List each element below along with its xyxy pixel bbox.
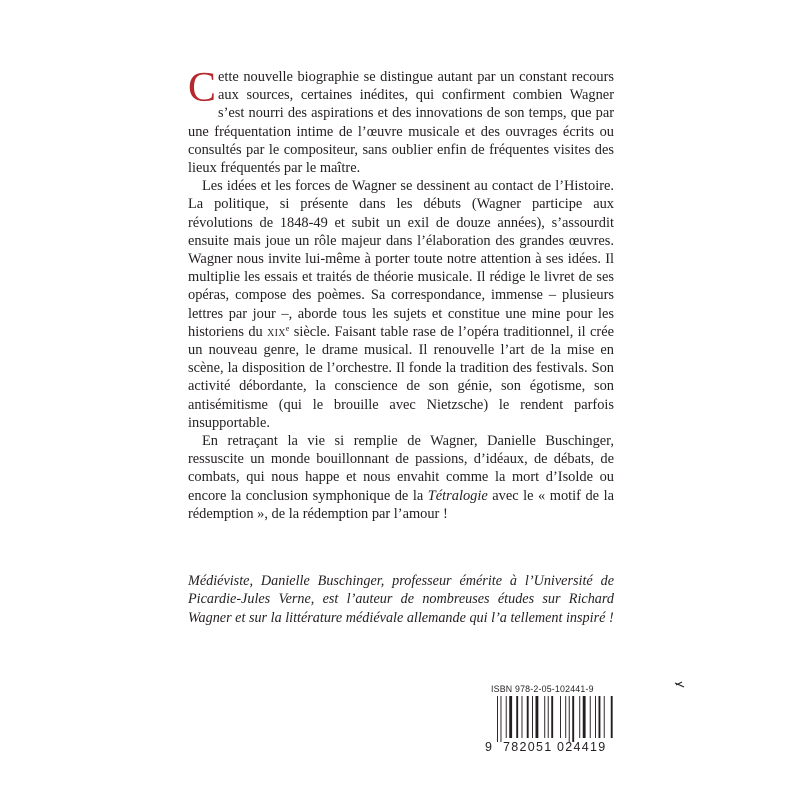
paragraph-2 <box>188 177 614 432</box>
barcode-bar <box>583 696 586 738</box>
paragraph-1-text: ette nouvelle biographie se distingue autant par un constant recours aux sources, certaines inédites, qui confirment combien Wagner s’est nourri des aspirations et des innovations de son temps, que par une fréquentation intime de l’œuvre musicale et des ouvrages écrits ou consultés par le compositeur, sans oublier enfin de fréquentes visites des lieux fréquentés par le maître. <box>188 69 614 177</box>
barcode-bar <box>565 696 566 738</box>
paragraph-2-text-a: Les idées et les forces de Wagner se dessinent au contact de l’Histoire. La politique, si présente dans les débuts (Wagner participe aux révolutions de 1848-49 et subit un exil de douze années), s’assourdit ensuite mais joue un rôle majeur dans l’élaboration des grandes œuvres. Wagner nous invite lui-même à porter toute notre attention à ses idées. Il multiplie les essais et traités de théorie musicale. Il rédige le livret de ses opéras, compose des poèmes. Sa correspondance, immense – plusieurs lettres par jour –, aborde tous les sujets et constitue une mine pour les historiens du <box>188 178 614 340</box>
barcode-bar <box>501 696 502 742</box>
barcode-bar <box>590 696 591 738</box>
barcode-bar <box>551 696 553 738</box>
barcode-bar <box>544 696 545 738</box>
barcode-bar <box>522 696 523 738</box>
paragraph-3-text-b: avec le « motif de la rédemption », de la rédemption par l’amour ! <box>188 487 614 522</box>
drop-cap: C <box>188 65 217 111</box>
scissor-icon <box>674 679 686 691</box>
barcode-bar <box>516 696 518 738</box>
barcode-bar <box>532 696 533 738</box>
barcode-bar <box>536 696 539 738</box>
barcode-bar <box>497 696 498 742</box>
barcode-right-group: 024419 <box>557 740 607 754</box>
barcode-bar <box>572 696 574 742</box>
barcode-bar <box>579 696 580 738</box>
barcode-bar <box>527 696 529 738</box>
barcode-bar <box>509 696 512 738</box>
barcode-bar <box>548 696 549 738</box>
barcode-bar <box>604 696 605 738</box>
century-numeral: xix <box>267 323 286 340</box>
paragraph-1 <box>188 65 614 177</box>
barcode-bar <box>560 696 561 738</box>
barcode-bar <box>506 696 507 738</box>
blurb-text <box>188 65 614 523</box>
barcode-bar <box>569 696 570 742</box>
author-bio: Médiéviste, Danielle Buschinger, professeur émérite à l’Université de Picardie-Jules Verne, est l’auteur de nombreuses études sur Richard Wagner et sur la littérature médiévale allemande qui l’a tellement inspiré ! <box>188 573 614 626</box>
isbn-barcode <box>485 684 615 758</box>
barcode-bar <box>599 696 601 738</box>
paragraph-3 <box>188 432 614 523</box>
barcode-bar <box>595 696 596 738</box>
barcode-bar <box>611 696 613 738</box>
barcode-first-digit: 9 <box>485 740 494 754</box>
isbn-label: ISBN 978-2-05-102441-9 <box>491 684 594 694</box>
barcode-left-group: 782051 <box>503 740 553 754</box>
tetralogie-title: Tétralogie <box>427 487 488 504</box>
century-superscript: e <box>285 323 290 333</box>
barcode-bars <box>485 696 615 742</box>
paragraph-2-text-b: siècle. Faisant table rase de l’opéra traditionnel, il crée un nouveau genre, le drame musical. Il renouvelle l’art de la mise en scène, la disposition de l’orchestre. Il fonde la tradition des festivals. Son activité débordante, la conscience de son génie, son égotisme, son antisémitisme (qui le brouille avec Nietzsche) le rendent parfois insupportable. <box>188 323 614 431</box>
paragraph-3-text-a: En retraçant la vie si remplie de Wagner, Danielle Buschinger, ressuscite un monde bouillonnant de passions, d’idéaux, de débats, de combats, qui nous happe et nous envahit comme la mort d’Isolde ou encore la conclusion symphonique de la <box>188 433 614 504</box>
